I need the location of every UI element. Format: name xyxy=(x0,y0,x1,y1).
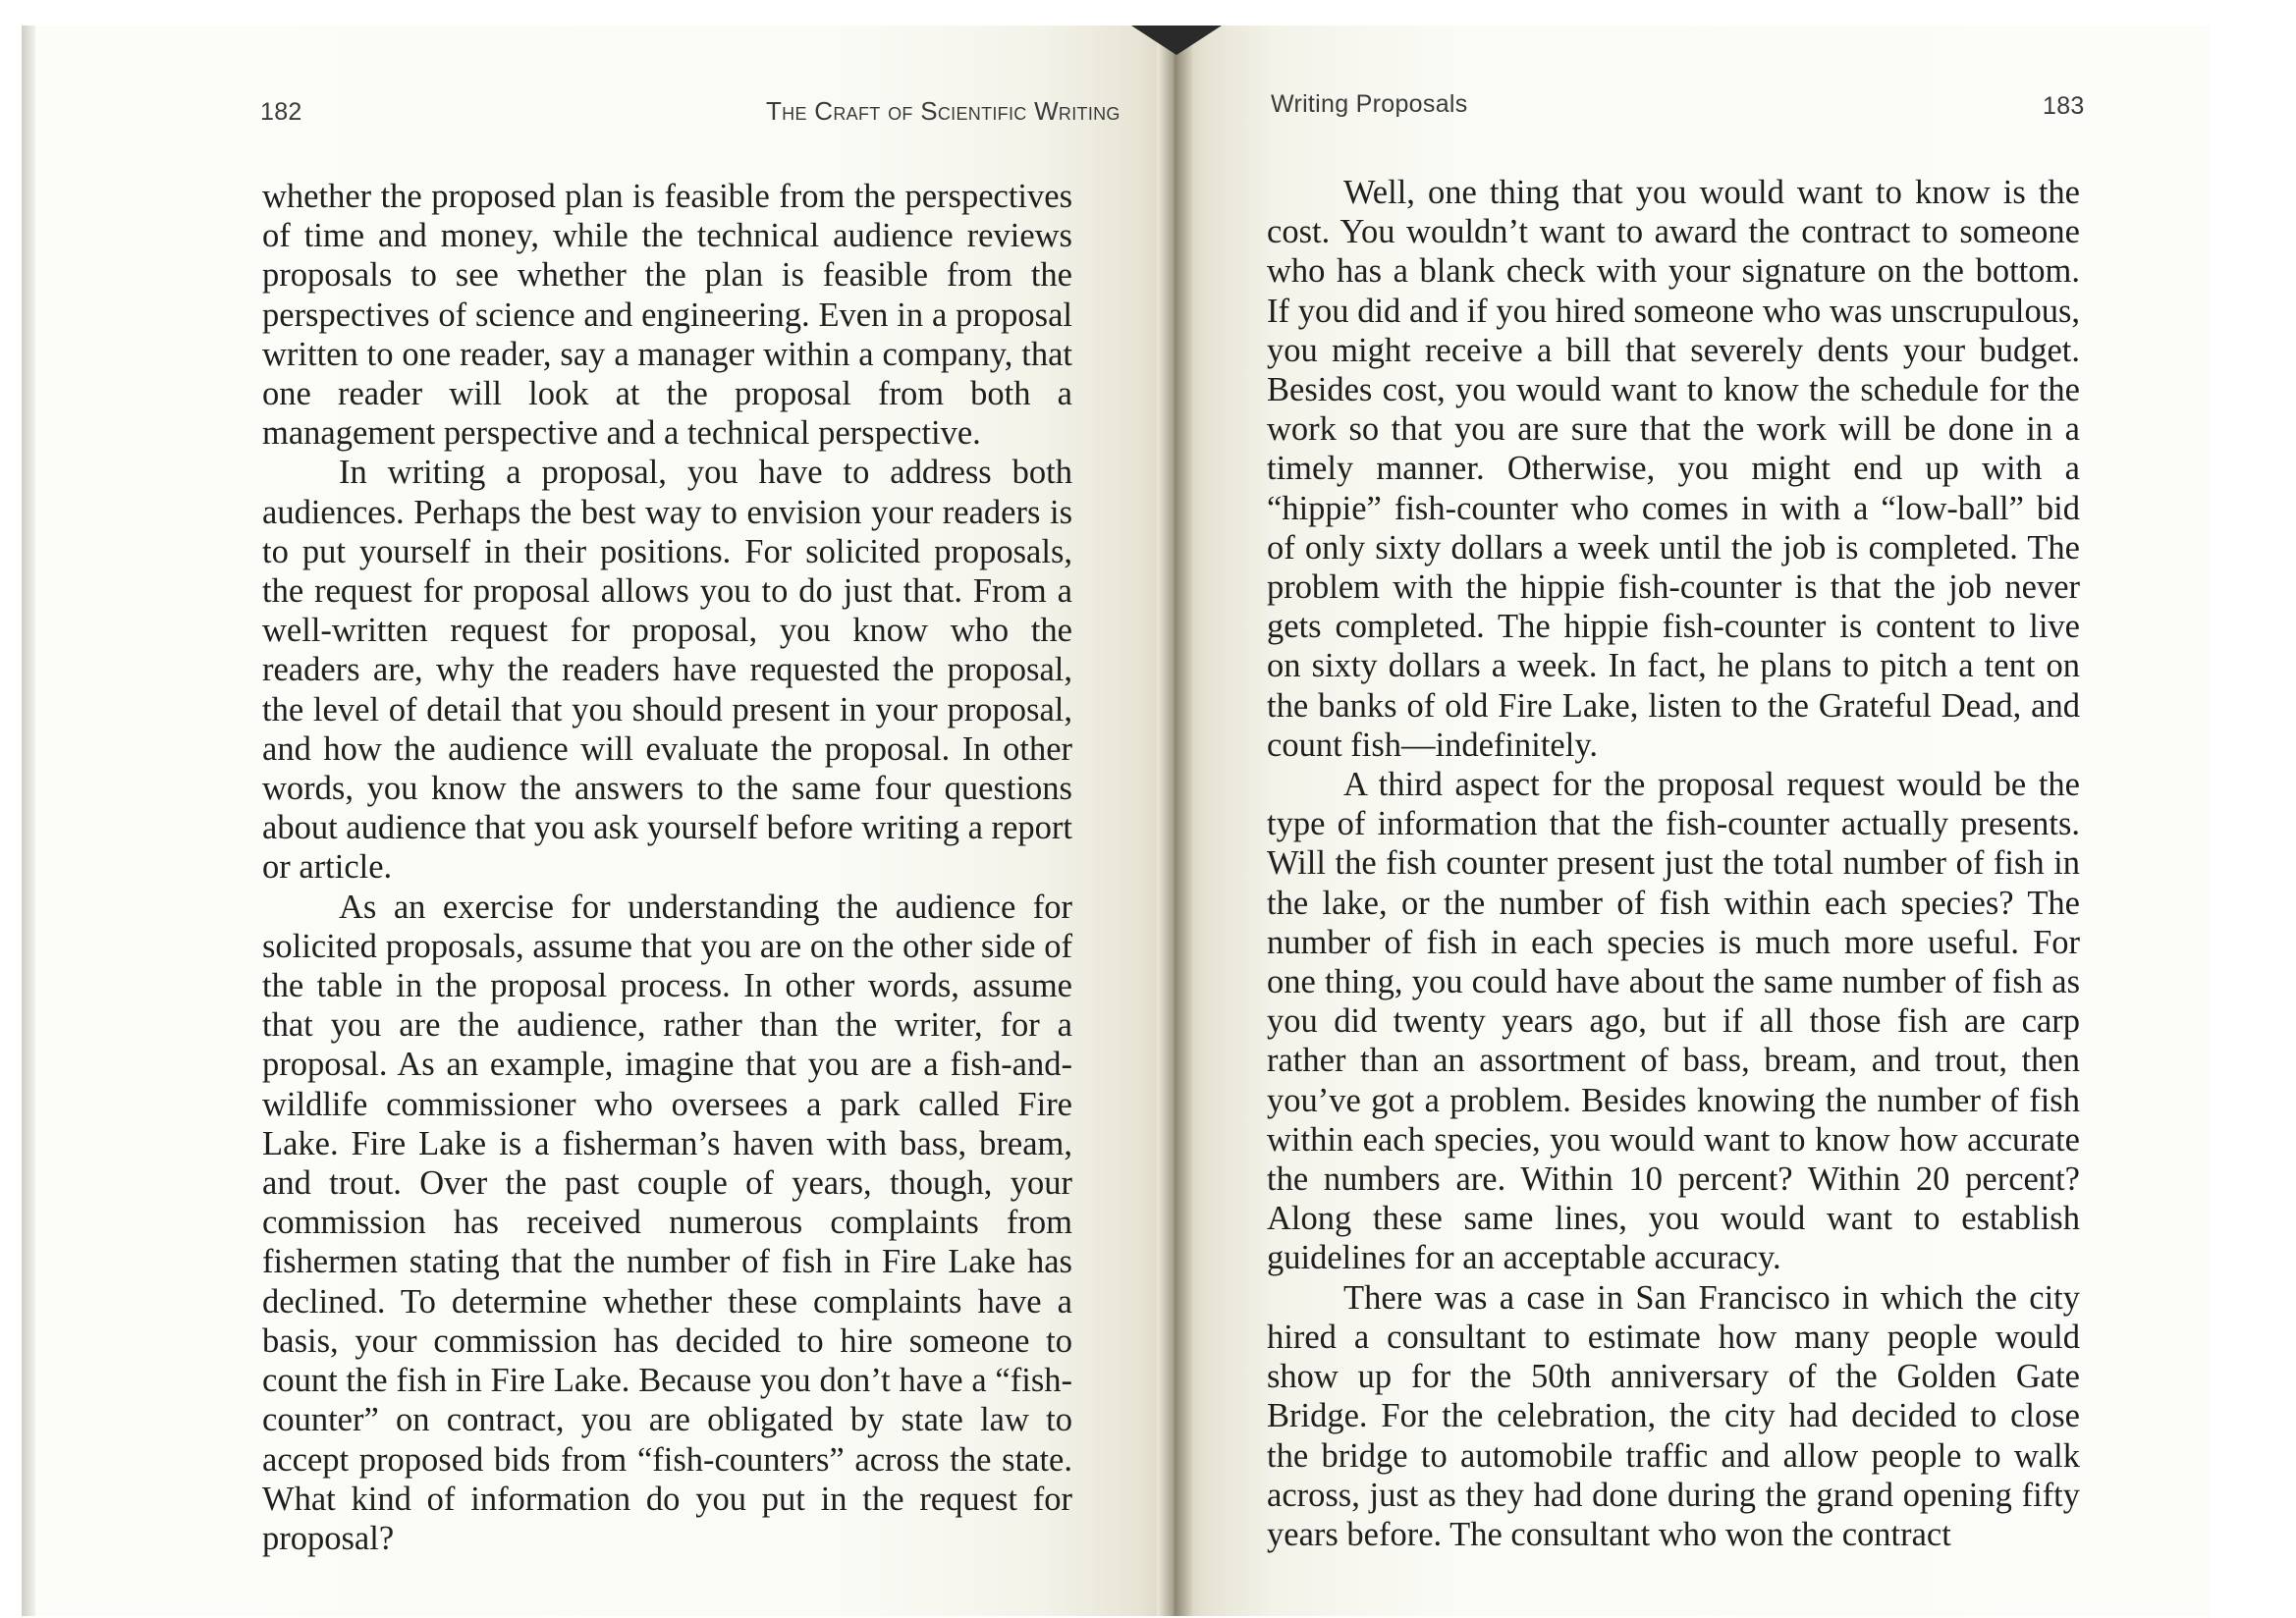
running-head-left: The Craft of Scientific Writing xyxy=(766,96,1121,126)
page-number-right: 183 xyxy=(2043,92,2085,120)
paragraph: whether the proposed plan is feasible from the perspectives of time and money, while the technical audience reviews proposals to see whether the plan is feasible from the perspectives of science and engineering. Even in a proposal written to one reader, say a manager within a company, that one reader will look at the proposal from both a management perspective and a technical perspective. xyxy=(262,178,1072,453)
spine-notch xyxy=(1131,26,1222,55)
left-page-text xyxy=(262,177,1072,1558)
paragraph: Well, one thing that you would want to know is the cost. You wouldn’t want to award the contract to someone who has a blank check with your signature on the bottom. If you did and if you hired someone who was unscrupulous, you might receive a bill that severely dents your budget. Besides cost, you would want to know the schedule for the work so that you are sure that the work will be done in a timely manner. Otherwise, you might end up with a “hippie” fish-counter who comes in with a “low-ball” bid of only sixty dollars a week until the job is completed. The problem with the hippie fish-counter is that the job never gets completed. The hippie fish-counter is content to live on sixty dollars a week. In fact, he plans to pitch a tent on the banks of old Fire Lake, listen to the Grateful Dead, and count fish—indefinitely. xyxy=(1267,174,2080,764)
paragraph: In writing a proposal, you have to address both audiences. Perhaps the best way to envision your readers is to put yourself in their positions. For solicited proposals, the request for proposal allows you to do just that. From a well-written request for proposal, you know who the readers are, why the readers have requested the proposal, the level of detail that you should present in your proposal, and how the audience will evaluate the proposal. In other words, you know the answers to the same four questions about audience that you ask yourself before writing a report or article. xyxy=(262,454,1072,887)
right-page-text xyxy=(1267,173,2080,1554)
page-edge xyxy=(22,26,35,1616)
book-spine xyxy=(1157,26,1192,1616)
running-head-right: Writing Proposals xyxy=(1271,90,1468,118)
page-number-left: 182 xyxy=(260,98,302,126)
paragraph: There was a case in San Francisco in which the city hired a consultant to estimate how many people would show up for the 50th anniversary of the Golden Gate Bridge. For the celebration, the city had decided to close the bridge to automobile traffic and allow people to walk across, just as they had done during the grand opening fifty years before. The consultant who won the contract xyxy=(1267,1278,2080,1553)
paragraph: A third aspect for the proposal request would be the type of information that the fish-counter actually presents. Will the fish counter present just the total number of fish in the lake, or the number of fish within each species? The number of fish in each species is much more useful. For one thing, you could have about the same number of fish as you did twenty years ago, but if all those fish are carp rather than an assortment of bass, bream, and trout, then you’ve got a problem. Besides knowing the number of fish within each species, you would want to know how accurate the numbers are. Within 10 percent? Within 20 percent? Along these same lines, you would want to establish guidelines for an acceptable accuracy. xyxy=(1267,766,2080,1277)
paragraph: As an exercise for understanding the audience for solicited proposals, assume that you are on the other side of the table in the proposal process. In other words, assume that you are the audience, rather than the writer, for a proposal. As an example, imagine that you are a fish-and-wildlife commissioner who oversees a park called Fire Lake. Fire Lake is a fisherman’s haven with bass, bream, and trout. Over the past couple of years, though, your commission has received numerous complaints from fishermen stating that the number of fish in Fire Lake has declined. To determine whether these complaints have a basis, your commission has decided to hire someone to count the fish in Fire Lake. Because you don’t have a “fish-counter” on contract, you are obligated by state law to accept proposed bids from “fish-counters” across the state. What kind of information do you put in the request for proposal? xyxy=(262,888,1072,1557)
